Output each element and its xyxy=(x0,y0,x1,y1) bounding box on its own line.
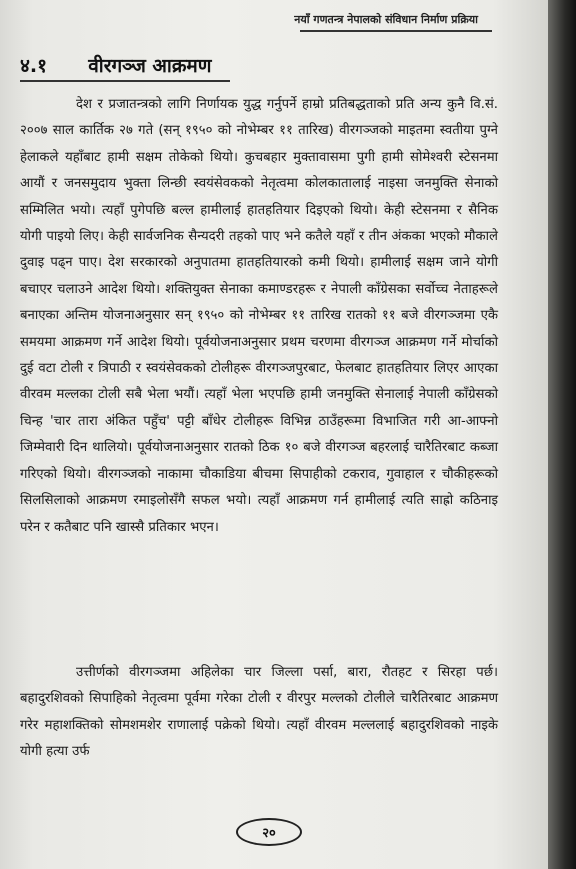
section-heading xyxy=(20,52,212,78)
body-paragraph: उत्तीर्णको वीरगञ्जमा अहिलेका चार जिल्ला पर्सा, बारा, रौतहट र सिरहा पर्छ। बहादुरशिवको सिपाहिको नेतृत्वमा पूर्वमा गरेका टोली र वीरपुर मल्लको टोलीले चारैतिरबाट आक्रमण गरेर महाशक्तिको सोमशमशेर राणालाई पक्रेको थियो। त्यहाँ वीरवम मल्ललाई बहादुरशिवको नाइके योगी हत्या उर्फ xyxy=(20,665,498,760)
page-number: २० xyxy=(262,826,276,841)
section-title: वीरगञ्ज आक्रमण xyxy=(88,55,212,77)
section-number: ४.१ xyxy=(20,55,47,77)
header-rule xyxy=(300,30,492,32)
page-edge-shadow xyxy=(548,0,576,869)
running-header: नयाँ गणतन्त्र नेपालको संविधान निर्माण प्रक्रिया xyxy=(294,13,478,26)
heading-underline xyxy=(20,80,230,82)
body-paragraph: देश र प्रजातन्त्रको लागि निर्णायक युद्ध गर्नुपर्ने हाम्रो प्रतिबद्धताको प्रति अन्य कुनै वि.सं. २००७ साल कार्तिक २७ गते (सन् १९५० को नोभेम्बर ११ तारिख) वीरगञ्जको माइतमा स्वतीया पुग्ने हेलाकले यहाँबाट हामी सक्षम तोकेको थियो। कुचबहार मुक्तावासमा पुगी हामी सोमेश्वरी स्टेसनमा आयौं र जनसमुदाय भुक्ता लिन्छी स्वयंसेवकको नेतृत्वमा कोलकातालाई नाइसा जनमुक्ति सेनाको सम्मिलित भयो। त्यहाँ पुगेपछि बल्ल हामीलाई हातहतियार दिइएको थियो। केही स्टेसनमा र सैनिक योगी पाइयो लिए। केही सार्वजनिक सैन्यदरी तहको पाए भने कतैले यहाँ र तीन अंकका भएको मौकाले दुवाइ पढ्न पाए। देश सरकारको अनुपातमा हातहतियारको कमी थियो। हामीलाई सक्षम जाने योगी बचाएर चलाउने आदेश थियो। शक्तियुक्त सेनाका कमाण्डरहरू र नेपाली काँग्रेसका सर्वोच्च नेताहरूले बनाएका अन्तिम योजनाअनुसार सन् १९५० को नोभेम्बर ११ तारिख रातको ११ बजे वीरगञ्जमा एकै समयमा आक्रमण गर्ने आदेश थियो। पूर्वयोजनाअनुसार प्रथम चरणमा वीरगञ्ज आक्रमण गर्ने मोर्चाको दुई वटा टोली र त्रिपाठी र स्वयंसेवकको टोलीहरू वीरगञ्जपुरबाट, फेलबाट हातहतियार लिएर आएका वीरवम मल्लका टोली सबै भेला भयौं। त्यहाँ भेला भएपछि हामी जनमुक्ति सेनालाई नेपाली काँग्रेसको चिन्ह 'चार तारा अंकित पहुँच' पट्टी बाँधेर टोलीहरू विभिन्न ठाउँहरूमा विभाजित गरी आ-आफ्नो जिम्मेवारी दिन थालियो। पूर्वयोजनाअनुसार रातको ठिक १० बजे वीरगञ्ज बहरलाई चारैतिरबाट कब्जा गरिएको थियो। वीरगञ्जको नाकामा चौकाडिया बीचमा सिपाहीको टकराव, गुवाहाल र चौकीहरूको सिलसिलाको आक्रमण रमाइलोसँगै सफल भयो। त्यहाँ आक्रमण गर्न हामीलाई त्यति साह्रो कठिनाइ परेन र कतैबाट पनि खास्सै प्रतिकार भएन। xyxy=(20,97,498,535)
page-number-badge xyxy=(236,818,302,846)
